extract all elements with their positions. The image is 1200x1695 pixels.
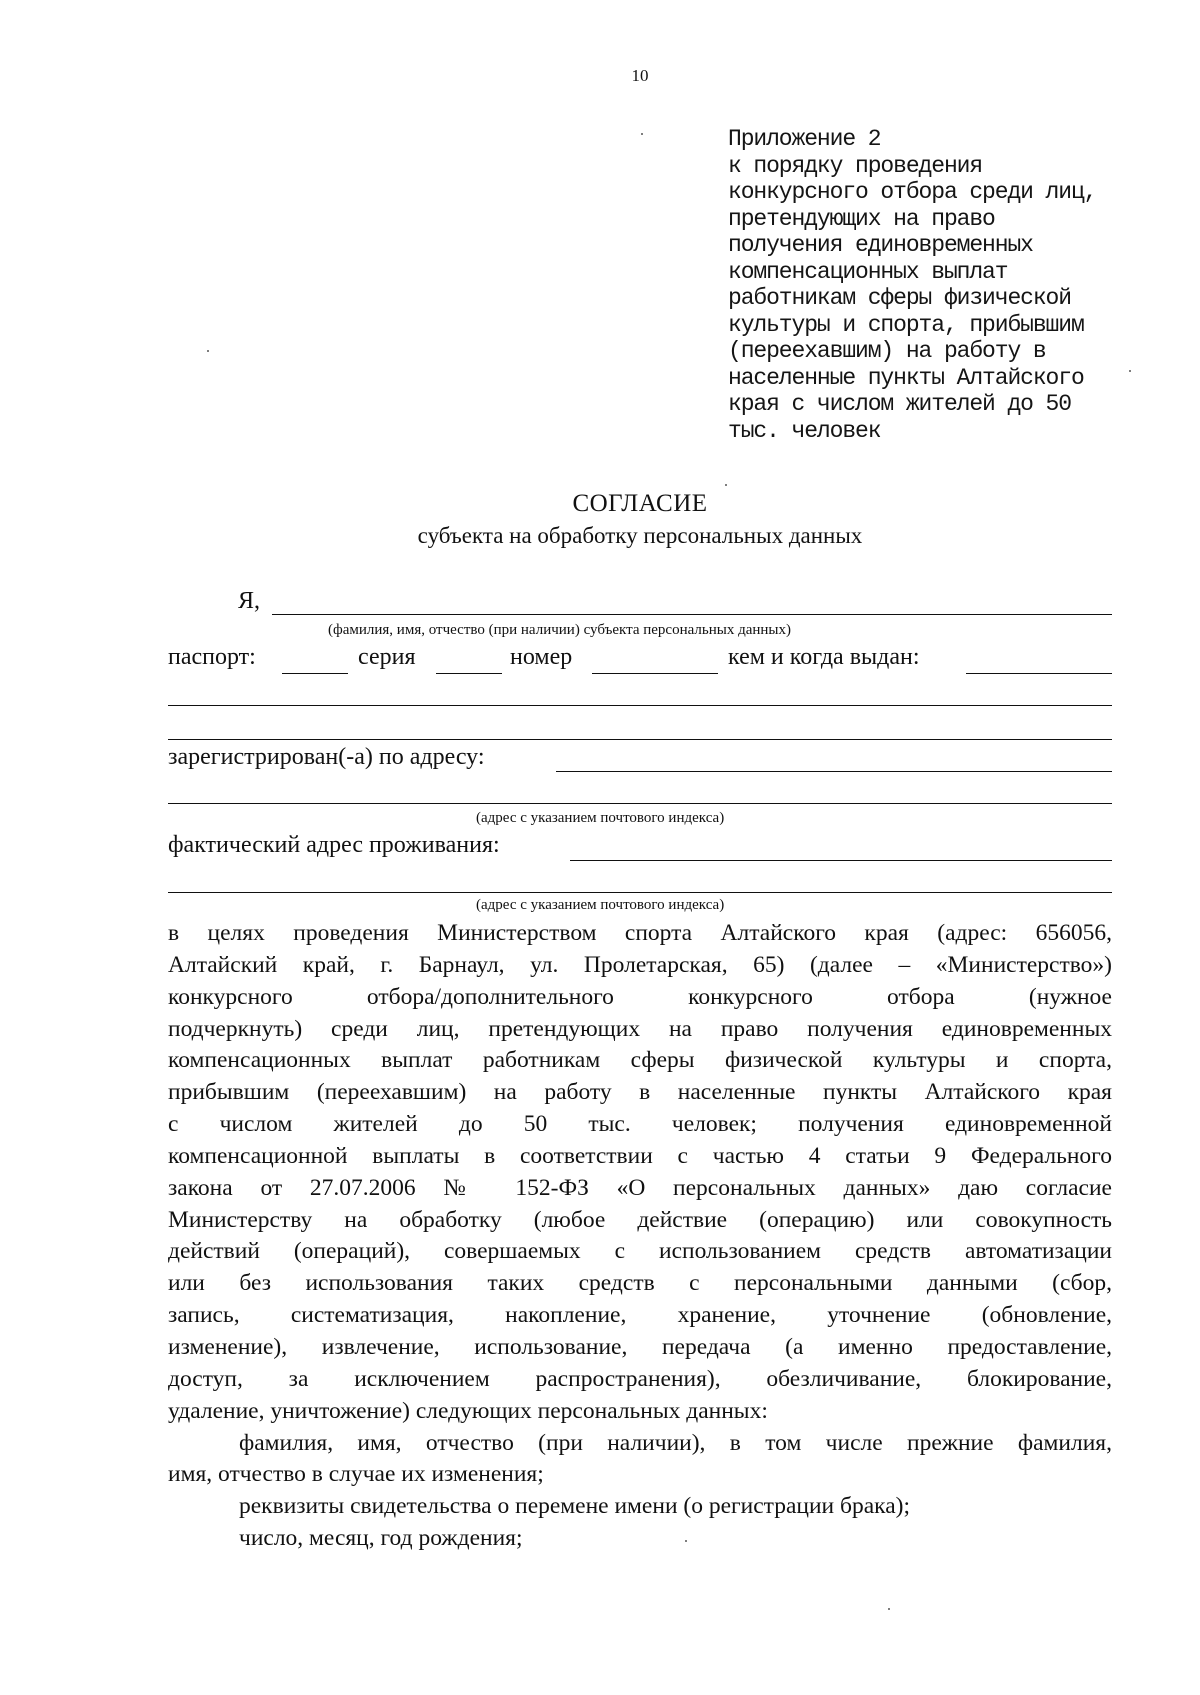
scan-speck	[888, 1608, 890, 1610]
appendix-line: претендующих на право	[728, 205, 995, 232]
appendix-line: компенсационных выплат	[728, 258, 1008, 285]
appendix-line: тыс. человек	[728, 417, 881, 444]
number-label: номер	[510, 644, 573, 670]
passport-label: паспорт:	[168, 644, 256, 670]
actual-address-input-line[interactable]	[570, 860, 1112, 861]
appendix-line: края с числом жителей до 50	[728, 391, 1071, 417]
registered-address-caption: (адрес с указанием почтового индекса)	[476, 810, 725, 826]
body-line: закона от 27.07.2006 № 152-ФЗ «О персональных данных» даю согласие	[168, 1174, 1112, 1201]
body-line: Алтайский край, г. Барнаул, ул. Пролетарская, 65) (далее – «Министерство»)	[168, 951, 1112, 978]
page-number: 10	[631, 66, 649, 85]
list-item-first-line: фамилия, имя, отчество (при наличии), в том числе прежние фамилия,	[239, 1429, 1112, 1456]
series-input-line[interactable]	[436, 673, 502, 674]
scan-speck	[685, 1540, 687, 1542]
scan-speck	[641, 133, 643, 135]
appendix-header	[728, 126, 1168, 444]
body-line: прибывшим (переехавшим) на работу в населенные пункты Алтайского края	[168, 1079, 1112, 1106]
appendix-line: конкурсного отбора среди лиц,	[728, 179, 1097, 205]
name-caption: (фамилия, имя, отчество (при наличии) субъекта персональных данных)	[328, 622, 792, 638]
passport-input-line[interactable]	[282, 673, 348, 674]
list-item-continuation: имя, отчество в случае их изменения;	[168, 1461, 544, 1488]
registered-address-label: зарегистрирован(-а) по адресу:	[168, 744, 485, 770]
body-line: доступ, за исключением распространения), обезличивание, блокирование,	[168, 1365, 1112, 1392]
issued-by-continuation-line[interactable]	[168, 739, 1112, 740]
body-line: действий (операций), совершаемых с использованием средств автоматизации	[168, 1238, 1112, 1265]
issued-by-label: кем и когда выдан:	[728, 644, 920, 670]
body-line: подчеркнуть) среди лиц, претендующих на право получения единовременных	[168, 1015, 1112, 1042]
scan-speck	[207, 350, 209, 352]
body-line: изменение), извлечение, использование, передача (а именно предоставление,	[168, 1333, 1112, 1360]
list-item-first-line: число, месяц, год рождения;	[239, 1525, 523, 1552]
body-line: конкурсного отбора/дополнительного конкурсного отбора (нужное	[168, 983, 1112, 1010]
body-line: Министерству на обработку (любое действие (операцию) или совокупность	[168, 1206, 1112, 1233]
actual-address-label: фактический адрес проживания:	[168, 832, 500, 858]
name-input-line[interactable]	[272, 614, 1112, 615]
appendix-line: работникам сферы физической	[728, 285, 1071, 311]
document-title: СОГЛАСИЕ	[572, 490, 708, 517]
registered-address-continuation-line[interactable]	[168, 803, 1112, 804]
appendix-line: к порядку проведения	[728, 152, 983, 179]
scan-speck	[1129, 370, 1131, 372]
actual-address-continuation-line[interactable]	[168, 892, 1112, 893]
body-line: в целях проведения Министерством спорта Алтайского края (адрес: 656056,	[168, 920, 1112, 946]
appendix-line: населенные пункты Алтайского	[728, 364, 1084, 391]
appendix-line: Приложение 2	[728, 126, 881, 152]
actual-address-caption: (адрес с указанием почтового индекса)	[476, 897, 725, 913]
series-label: серия	[358, 644, 416, 670]
appendix-line: (переехавшим) на работу в	[728, 338, 1046, 364]
body-line: компенсационных выплат работникам сферы физической культуры и спорта,	[168, 1047, 1112, 1074]
appendix-line: получения единовременных	[728, 232, 1033, 258]
ya-label: Я,	[238, 588, 261, 614]
body-line: компенсационной выплаты в соответствии с частью 4 статьи 9 Федерального	[168, 1142, 1112, 1169]
issued-by-continuation-line[interactable]	[168, 705, 1112, 706]
appendix-line: культуры и спорта, прибывшим	[728, 311, 1084, 338]
body-line: удаление, уничтожение) следующих персональных данных:	[168, 1397, 768, 1424]
document-subtitle: субъекта на обработку персональных данных	[417, 523, 863, 548]
number-input-line[interactable]	[592, 673, 718, 674]
issued-by-input-line[interactable]	[966, 673, 1112, 674]
registered-address-input-line[interactable]	[556, 771, 1112, 772]
body-line: или без использования таких средств с персональными данными (сбор,	[168, 1270, 1112, 1297]
body-line: с числом жителей до 50 тыс. человек; получения единовременной	[168, 1111, 1112, 1138]
list-item-first-line: реквизиты свидетельства о перемене имени (о регистрации брака);	[239, 1493, 910, 1520]
body-line: запись, систематизация, накопление, хранение, уточнение (обновление,	[168, 1302, 1112, 1329]
consent-body	[168, 918, 1112, 1555]
scan-speck	[725, 484, 727, 486]
